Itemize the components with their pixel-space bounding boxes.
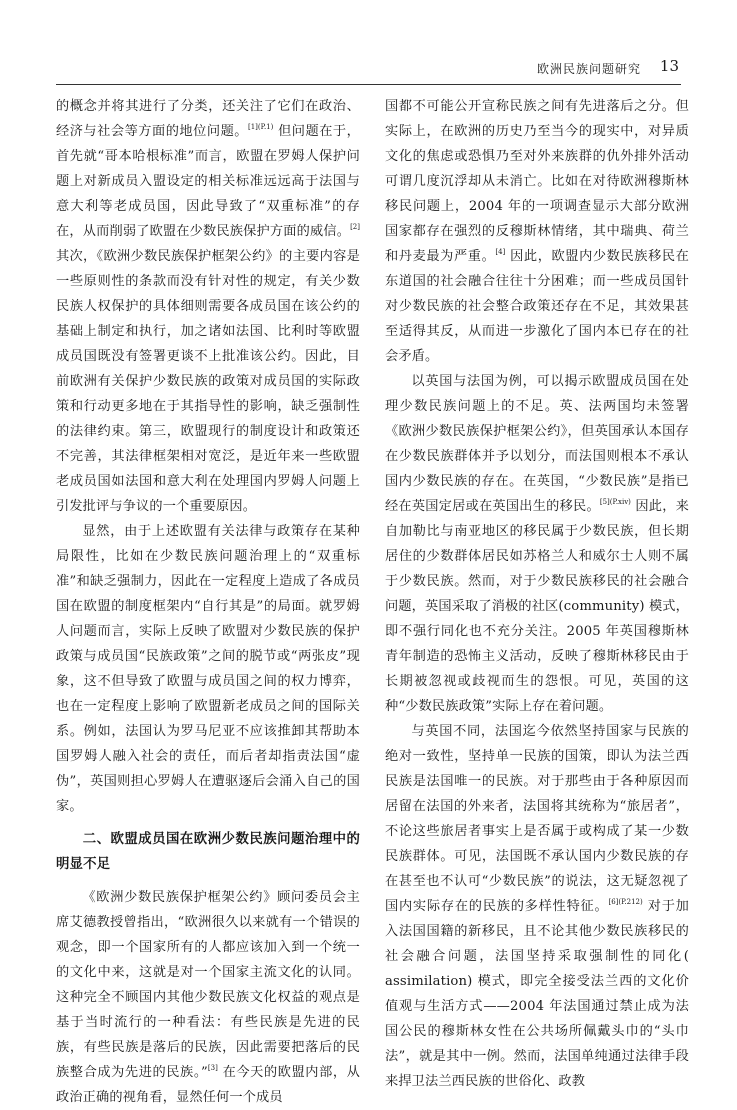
text-run: 与英国不同，法国迄今依然坚持国家与民族的绝对一致性，坚持单一民族的国策，即认为法兰西民族是法国唯一的民族。对于那些由于各种原因而居留在法国的外来者，法国将其统称为“旅居者”，不论这些旅居者事实上是否属于或构成了某一少数民族群体。可见，法国既不承认国内少数民族的存在甚至也不认可“少数民族”的说法，这无疑忽视了国内实际存在的民族的多样性特征。: [385, 724, 689, 914]
text-run: 对于加入法国国籍的新移民，且不论其他少数民族移民的社会融合问题，法国坚持采取强制性的同化( assimilation) 模式，即完全接受法兰西的文化价值观与生活方式——2004 年法国通过禁止成为法国公民的穆斯林女性在公共场所佩戴头巾的“头巾法”，就是其中一例。然而，法国单纯通过法律手段来捍卫法兰西民族的世俗化、政教: [385, 899, 689, 1089]
text-run: 因此，欧盟内少数民族移民在东道国的社会融合往往十分困难；而一些成员国针对少数民族的社会整合政策还存在不足，其效果甚至适得其反，从而进一步激化了国内本已存在的社会矛盾。: [385, 249, 689, 364]
text-run: 《欧洲少数民族保护框架公约》顾问委员会主席艾德教授曾指出，“欧洲很久以来就有一个错误的观念，即一个国家所有的人都应该加入到一个统一的文化中来，这就是对一个国家主流文化的认同。这种完全不顾国内其他少数民族文化权益的观点是基于当时流行的一种看法：有些民族是先进的民族，有些民族是落后的民族，因此需要把落后的民族整合成为先进的民族。”: [56, 890, 360, 1080]
text-run: 在今天的欧盟内部，从政治正确的视角看，显然任何一个成员: [56, 1065, 360, 1105]
text-run: 因此，来自加勒比与南亚地区的移民属于少数民族，但长期居住的少数群体居民如苏格兰人和威尔士人则不属于少数民族。然而，对于少数民族移民的社会融合问题，英国采取了消极的社区(community) 模式，即不强行同化也不充分关注。2005 年英国穆斯林青年制造的恐怖主义活动，反映了穆斯林移民由于长期被忽视或歧视而生的怨恨。可见，英国的这种“少数民族政策”实际上存在着问题。: [385, 499, 689, 714]
citation: [6](P.212): [608, 898, 643, 906]
text-run: 以英国与法国为例，可以揭示欧盟成员国在处理少数民族问题上的不足。英、法两国均未签署《欧洲少数民族保护框架公约》，但英国承认本国存在少数民族群体并予以划分，而法国则根本不承认国内少数民族的存在。在英国，“少数民族”是指已经在英国定居或在英国出生的移民。: [385, 374, 689, 514]
paragraph: [385, 94, 689, 369]
paragraph: [56, 94, 360, 519]
left-column: [56, 94, 360, 1110]
running-head: 欧洲民族问题研究: [536, 62, 641, 76]
paragraph: [385, 719, 689, 1094]
citation: [5](P.xiv): [599, 498, 631, 506]
citation: [1](P.1): [248, 123, 274, 131]
page-header: [56, 0, 681, 84]
section-heading: 二、欧盟成员国在欧洲少数民族问题治理中的明显不足: [56, 832, 360, 872]
paragraph: 显然，由于上述欧盟有关法律与政策存在某种局限性，比如在少数民族问题治理上的“双重标准”和缺乏强制力，因此在一定程度上造成了各成员国在欧盟的制度框架内“自行其是”的局面。就罗姆人问题而言，实际上反映了欧盟对少数民族的保护政策与成员国“民族政策”之间的脱节或“两张皮”现象，这不但导致了欧盟与成员国之间的权力博弈，也在一定程度上影响了欧盟新老成员之间的国际关系。例如，法国认为罗马尼亚不应该推卸其帮助本国罗姆人融入社会的责任，而后者却指责法国“虚伪”，英国则担心罗姆人在遭驱逐后会涌入自己的国家。: [56, 524, 360, 814]
text-run: 的概念并将其进行了分类，还关注了它们在政治、经济与社会等方面的地位问题。: [56, 99, 360, 139]
citation: [3]: [207, 1064, 218, 1072]
text-run: 国都不可能公开宣称民族之间有先进落后之分。但实际上，在欧洲的历史乃至当今的现实中，对异质文化的焦虑或恐惧乃至对外来族群的仇外排外活动可谓几度沉浮却从未消亡。比如在对待欧洲穆斯林移民问题上，2004 年的一项调查显示大部分欧洲国家都存在强烈的反穆斯林情绪，其中瑞典、荷兰和丹麦最为严重。: [385, 99, 689, 264]
right-column: [385, 94, 689, 1094]
paragraph: [56, 885, 360, 1110]
text-run: 其次，《欧洲少数民族保护框架公约》的主要内容是一些原则性的条款而没有针对性的规定，有关少数民族人权保护的具体细则需要各成员国在该公约的基础上制定和执行，加之诸如法国、比利时等欧盟成员国既没有签署更谈不上批准该公约。因此，目前欧洲有关保护少数民族的政策对成员国的实际政策和行动更多地在于其指导性的影响，缺乏强制性的法律约束。第三，欧盟现行的制度设计和政策还不完善，其法律框架相对宽泛，是近年来一些欧盟老成员国如法国和意大利在处理国内罗姆人问题上引发批评与争议的一个重要原因。: [56, 249, 360, 514]
citation: [4]: [495, 248, 506, 256]
text-run: 但问题在于，首先就“哥本哈根标准”而言，欧盟在罗姆人保护问题上对新成员入盟设定的相关标准远远高于法国与意大利等老成员国，因此导致了“双重标准”的存在，从而削弱了欧盟在少数民族保护方面的威信。: [56, 124, 360, 239]
page-number: 13: [659, 57, 679, 75]
header-rule: [56, 84, 681, 85]
paragraph: [385, 369, 689, 719]
citation: [2]: [350, 223, 360, 231]
